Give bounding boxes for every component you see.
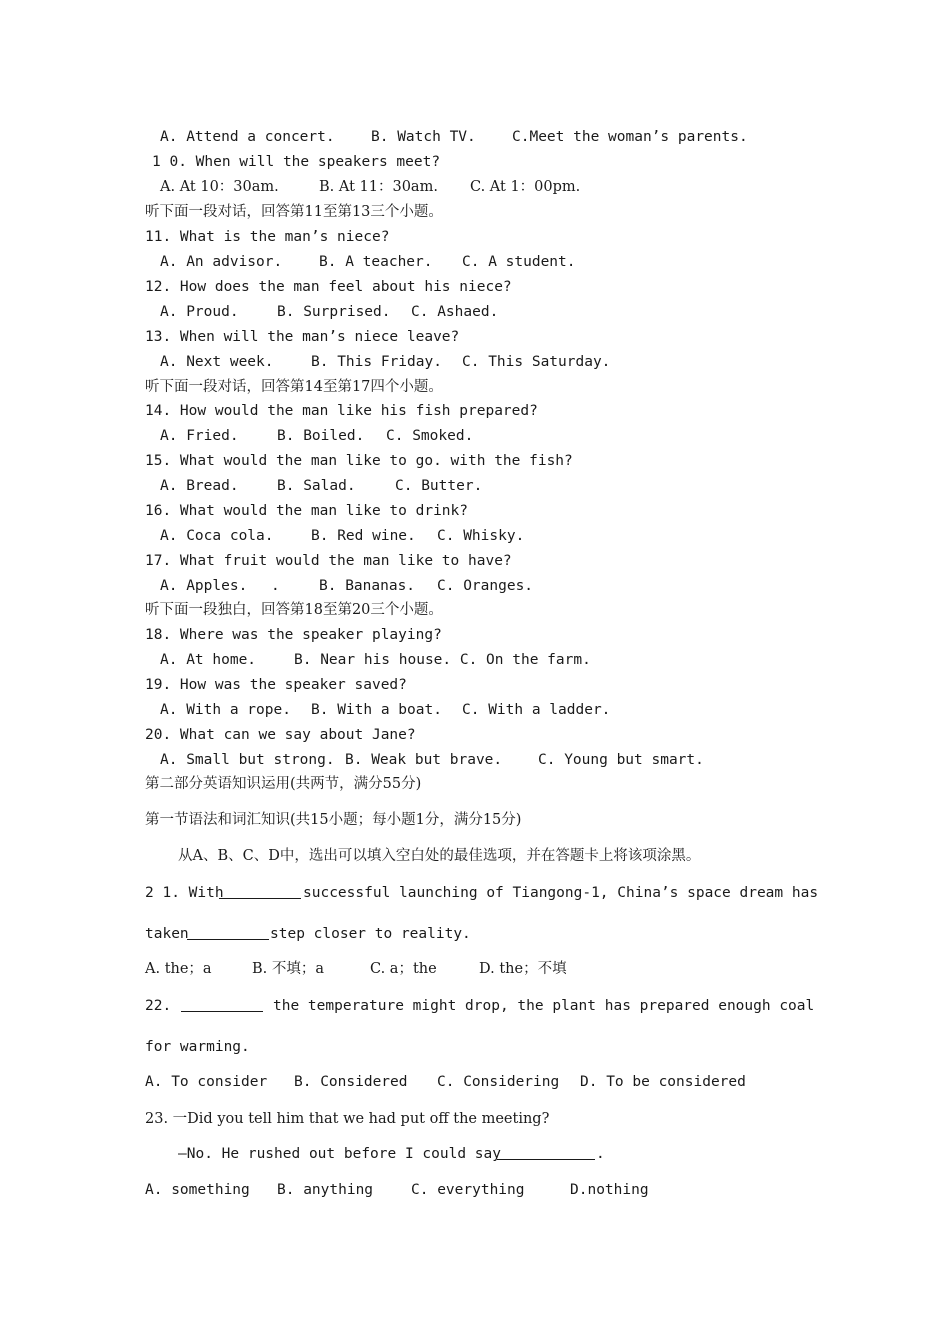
- answer-blank: [187, 925, 269, 940]
- text-segment: D.nothing: [570, 1182, 649, 1198]
- text-segment: B. anything: [277, 1182, 374, 1198]
- text-segment: A. Small but strong.: [160, 752, 335, 768]
- text-segment: 17. What fruit would the man like to have?: [145, 553, 512, 569]
- answer-blank: [219, 884, 301, 899]
- text-segment: 从A、B、C、D中，选出可以填入空白处的最佳选项，并在答题卡上将该项涂黑。: [178, 848, 701, 864]
- text-segment: C. Ashaed.: [411, 304, 499, 320]
- text-segment: A. To consider: [145, 1074, 268, 1090]
- text-segment: C. a；the: [370, 961, 437, 977]
- text-segment: C. everything: [411, 1182, 525, 1198]
- text-segment: C. Smoked.: [386, 428, 474, 444]
- text-segment: D. To be considered: [580, 1074, 746, 1090]
- text-segment: A. Proud.: [160, 304, 239, 320]
- text-segment: C. Whisky.: [437, 528, 525, 544]
- text-segment: A. Bread.: [160, 478, 239, 494]
- text-segment: 2 1. With: [145, 885, 224, 901]
- text-segment: C.Meet the woman’s parents.: [512, 129, 748, 145]
- text-segment: A. something: [145, 1182, 250, 1198]
- text-segment: B. Salad.: [277, 478, 356, 494]
- text-segment: C. This Saturday.: [462, 354, 611, 370]
- text-segment: A. At 10：30am.: [160, 179, 279, 195]
- text-segment: B. At 11：30am.: [319, 179, 438, 195]
- text-segment: C. Butter.: [395, 478, 483, 494]
- text-segment: A. Attend a concert.: [160, 129, 335, 145]
- text-segment: B. Bananas.: [319, 578, 416, 594]
- text-segment: B. Near his house. C. On the farm.: [294, 652, 591, 668]
- text-segment: B. Watch TV.: [371, 129, 476, 145]
- text-segment: B. 不填；a: [252, 961, 325, 977]
- text-segment: 12. How does the man feel about his niece?: [145, 279, 512, 295]
- text-segment: the temperature might drop, the plant has prepared enough coal: [273, 998, 815, 1014]
- text-segment: 第二部分英语知识运用(共两节，满分55分): [145, 776, 422, 792]
- text-segment: 16. What would the man like to drink?: [145, 503, 469, 519]
- text-segment: C. Oranges.: [437, 578, 534, 594]
- text-segment: B. Considered: [294, 1074, 408, 1090]
- text-segment: A. Next week.: [160, 354, 274, 370]
- answer-blank: [181, 997, 263, 1012]
- text-segment: C. A student.: [462, 254, 576, 270]
- text-segment: A. Apples.: [160, 578, 248, 594]
- text-segment: D. the；不填: [479, 961, 567, 977]
- text-segment: 18. Where was the speaker playing?: [145, 627, 442, 643]
- text-segment: 第一节语法和词汇知识(共15小题；每小题1分，满分15分): [145, 812, 522, 828]
- text-segment: B. Surprised.: [277, 304, 391, 320]
- text-segment: 11. What is the man’s niece?: [145, 229, 390, 245]
- text-segment: A. Fried.: [160, 428, 239, 444]
- text-segment: A. An advisor.: [160, 254, 283, 270]
- text-segment: B. This Friday.: [311, 354, 442, 370]
- text-segment: C. At 1：00pm.: [470, 179, 581, 195]
- text-segment: C. Young but smart.: [538, 752, 704, 768]
- text-segment: 20. What can we say about Jane?: [145, 727, 416, 743]
- text-segment: 听下面一段对话，回答第14至第17四个小题。: [145, 379, 443, 395]
- text-segment: .: [596, 1146, 605, 1162]
- text-segment: 19. How was the speaker saved?: [145, 677, 407, 693]
- text-segment: A. At home.: [160, 652, 257, 668]
- text-segment: 1 0. When will the speakers meet?: [152, 154, 441, 170]
- text-segment: for warming.: [145, 1039, 250, 1055]
- text-segment: C. With a ladder.: [462, 702, 611, 718]
- text-segment: successful launching of Tiangong-1, China’s space dream has: [303, 885, 819, 901]
- text-segment: B. Boiled.: [277, 428, 365, 444]
- text-segment: A. Coca cola.: [160, 528, 274, 544]
- text-segment: 15. What would the man like to go. with the fish?: [145, 453, 573, 469]
- text-segment: step closer to reality.: [270, 926, 471, 942]
- text-segment: 听下面一段对话，回答第11至第13三个小题。: [145, 204, 443, 220]
- text-segment: —No. He rushed out before I could say: [178, 1146, 502, 1162]
- text-segment: C. Considering: [437, 1074, 560, 1090]
- text-segment: B. Red wine.: [311, 528, 416, 544]
- answer-blank: [497, 1145, 595, 1160]
- text-segment: B. With a boat.: [311, 702, 442, 718]
- text-segment: A. the；a: [145, 961, 212, 977]
- text-segment: 23. 一Did you tell him that we had put off the meeting?: [145, 1111, 550, 1127]
- text-segment: .: [271, 578, 280, 594]
- text-segment: taken: [145, 926, 189, 942]
- text-segment: 听下面一段独白，回答第18至第20三个小题。: [145, 602, 443, 618]
- text-segment: B. Weak but brave.: [345, 752, 503, 768]
- text-segment: 13. When will the man’s niece leave?: [145, 329, 460, 345]
- text-segment: A. With a rope.: [160, 702, 291, 718]
- text-segment: 14. How would the man like his fish prepared?: [145, 403, 538, 419]
- text-segment: 22.: [145, 998, 172, 1014]
- text-segment: B. A teacher.: [319, 254, 433, 270]
